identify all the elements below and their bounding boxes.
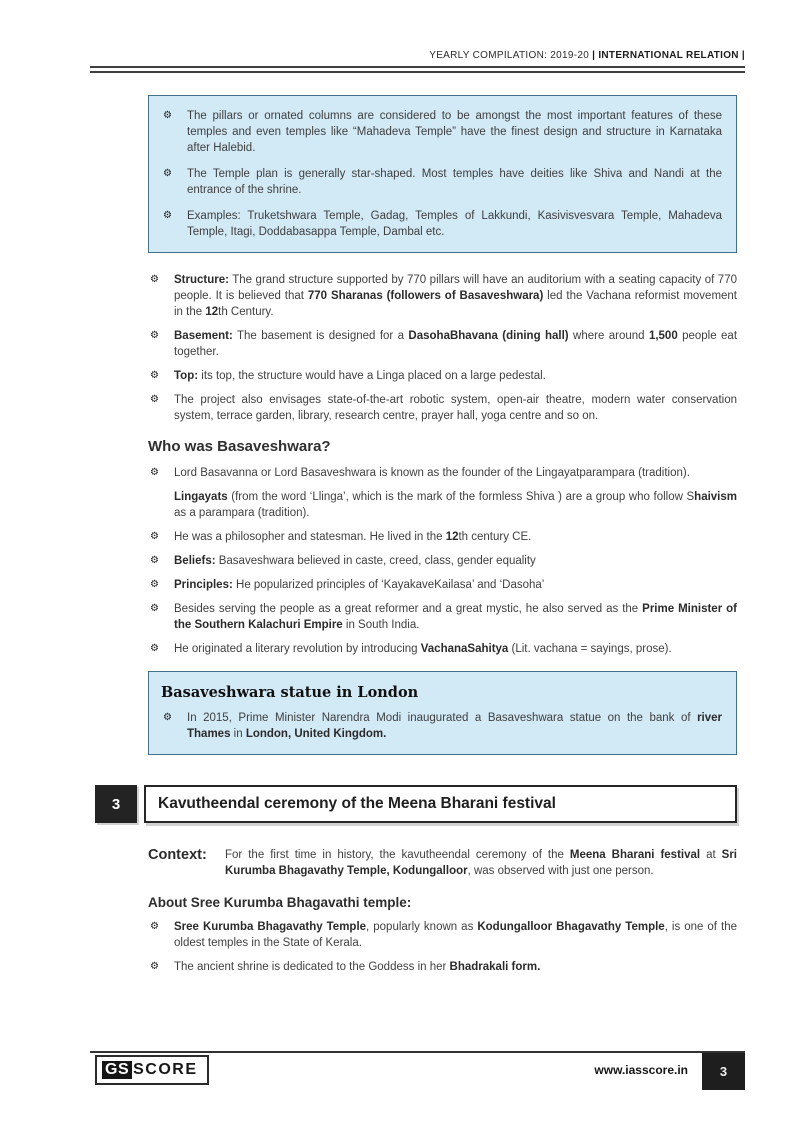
list-item-text: Basement: The basement is designed for a DasohaBhavana (dining hall) where around 1,500 people eat together.: [174, 330, 738, 358]
gear-bullet-icon: ⚙: [150, 274, 159, 285]
list-subnote: [148, 489, 737, 521]
website-link[interactable]: www.iasscore.in: [594, 1063, 688, 1077]
context-block: [148, 847, 737, 879]
page-content: [111, 95, 738, 983]
gear-bullet-icon: ⚙: [150, 579, 159, 590]
section-header-3: [95, 785, 737, 823]
gear-bullet-icon: ⚙: [150, 921, 159, 932]
temple-info-box: [148, 95, 737, 253]
logo-gs-text: GS: [102, 1061, 132, 1079]
list-item: [148, 368, 737, 384]
list-item: [148, 919, 737, 951]
about-temple-list: [148, 919, 737, 975]
list-item: [148, 465, 737, 481]
list-item: [148, 272, 737, 320]
list-item: [161, 108, 722, 156]
list-item-text: In 2015, Prime Minister Narendra Modi inaugurated a Basaveshwara statue on the bank of river Thames in London, United Kingdom.: [187, 712, 722, 740]
list-item: [161, 208, 722, 240]
gear-bullet-icon: ⚙: [150, 370, 159, 381]
gear-bullet-icon: ⚙: [163, 110, 172, 121]
list-item-text: The pillars or ornated columns are considered to be amongst the most important features of these temples and even temples like “Mahadeva Temple” have the finest design and structure in Karnataka after Halebid.: [187, 110, 722, 154]
list-item: [148, 601, 737, 633]
list-item-text: The project also envisages state-of-the-art robotic system, open-air theatre, modern water conservation system, terrace garden, library, research centre, prayer hall, yoga centre and so on.: [174, 394, 737, 422]
section-title: Kavutheendal ceremony of the Meena Bharani festival: [144, 785, 737, 823]
list-item-text: Besides serving the people as a great reformer and a great mystic, he also served as the Prime Minister of the Southern Kalachuri Empire in South India.: [174, 603, 737, 631]
list-item-text: Lord Basavanna or Lord Basaveshwara is known as the founder of the Lingayatparampara (tradition).: [174, 467, 690, 479]
list-item: [148, 529, 737, 545]
list-item: [148, 553, 737, 569]
context-label: Context:: [148, 847, 207, 863]
list-item-text: Examples: Truketshwara Temple, Gadag, Temples of Lakkundi, Kasivisvesvara Temple, Mahadeva Temple, Itagi, Doddabasappa Temple, Dambal etc.: [187, 210, 722, 238]
structure-list: [148, 272, 737, 424]
header-compilation-text: YEARLY COMPILATION: 2019-20: [429, 50, 593, 61]
list-item: [148, 641, 737, 657]
gear-bullet-icon: ⚙: [150, 467, 159, 478]
list-item: [148, 959, 737, 975]
london-statue-box: [148, 671, 737, 755]
list-item: [148, 392, 737, 424]
page-header: [90, 50, 745, 73]
gear-bullet-icon: ⚙: [150, 961, 159, 972]
list-item: [161, 166, 722, 198]
gear-bullet-icon: ⚙: [163, 168, 172, 179]
gear-bullet-icon: ⚙: [150, 394, 159, 405]
page-footer: [90, 1051, 745, 1090]
gsscore-logo: [95, 1055, 209, 1085]
list-item-text: The ancient shrine is dedicated to the Goddess in her Bhadrakali form.: [174, 961, 541, 973]
gear-bullet-icon: ⚙: [163, 210, 172, 221]
list-item-text: Sree Kurumba Bhagavathy Temple, popularly known as Kodungalloor Bhagavathy Temple, is one of the oldest temples in the State of Kerala.: [174, 921, 738, 949]
header-title: [90, 50, 745, 61]
section-number-badge: 3: [95, 785, 137, 823]
list-item-text: Beliefs: Basaveshwara believed in caste, creed, class, gender equality: [174, 555, 536, 567]
gear-bullet-icon: ⚙: [150, 643, 159, 654]
gear-bullet-icon: ⚙: [163, 712, 172, 723]
list-item: [148, 328, 737, 360]
list-item-text: Structure: The grand structure supported by 770 pillars will have an auditorium with a seating capacity of 770 people. It is believed that 770 Sharanas (followers of Basaveshwara) led the Vachana reformist movement in the 12th Century.: [174, 274, 738, 318]
list-item-text: Top: its top, the structure would have a Linga placed on a large pedestal.: [174, 370, 546, 382]
section-heading-who-was-basaveshwara: Who was Basaveshwara?: [148, 438, 331, 455]
context-text: For the first time in history, the kavutheendal ceremony of the Meena Bharani festival at Sri Kurumba Bhagavathy Temple, Kodungalloor, was observed with just one person.: [225, 849, 737, 877]
basaveshwara-list: [148, 465, 737, 657]
list-item-text: Lingayats (from the word ‘Llinga’, which is the mark of the formless Shiva ) are a group who follow Shaivism as a parampara (tradition).: [174, 491, 737, 519]
list-item: [161, 710, 722, 742]
list-item-text: He was a philosopher and statesman. He lived in the 12th century CE.: [174, 531, 532, 543]
header-section-text: | INTERNATIONAL RELATION |: [592, 50, 745, 61]
list-item-text: Principles: He popularized principles of ‘KayakaveKailasa’ and ‘Dasoha’: [174, 579, 545, 591]
london-box-title: Basaveshwara statue in London: [161, 684, 419, 701]
list-item: [148, 577, 737, 593]
list-item-text: He originated a literary revolution by introducing VachanaSahitya (Lit. vachana = sayings, prose).: [174, 643, 672, 655]
header-divider: [90, 66, 745, 73]
logo-score-text: SCORE: [133, 1061, 198, 1078]
gear-bullet-icon: ⚙: [150, 531, 159, 542]
list-item-text: The Temple plan is generally star-shaped. Most temples have deities like Shiva and Nandi at the entrance of the shrine.: [187, 168, 722, 196]
about-temple-heading: About Sree Kurumba Bhagavathi temple:: [148, 895, 412, 910]
page-number-badge: 3: [702, 1053, 745, 1090]
gear-bullet-icon: ⚙: [150, 555, 159, 566]
gear-bullet-icon: ⚙: [150, 330, 159, 341]
gear-bullet-icon: ⚙: [150, 603, 159, 614]
